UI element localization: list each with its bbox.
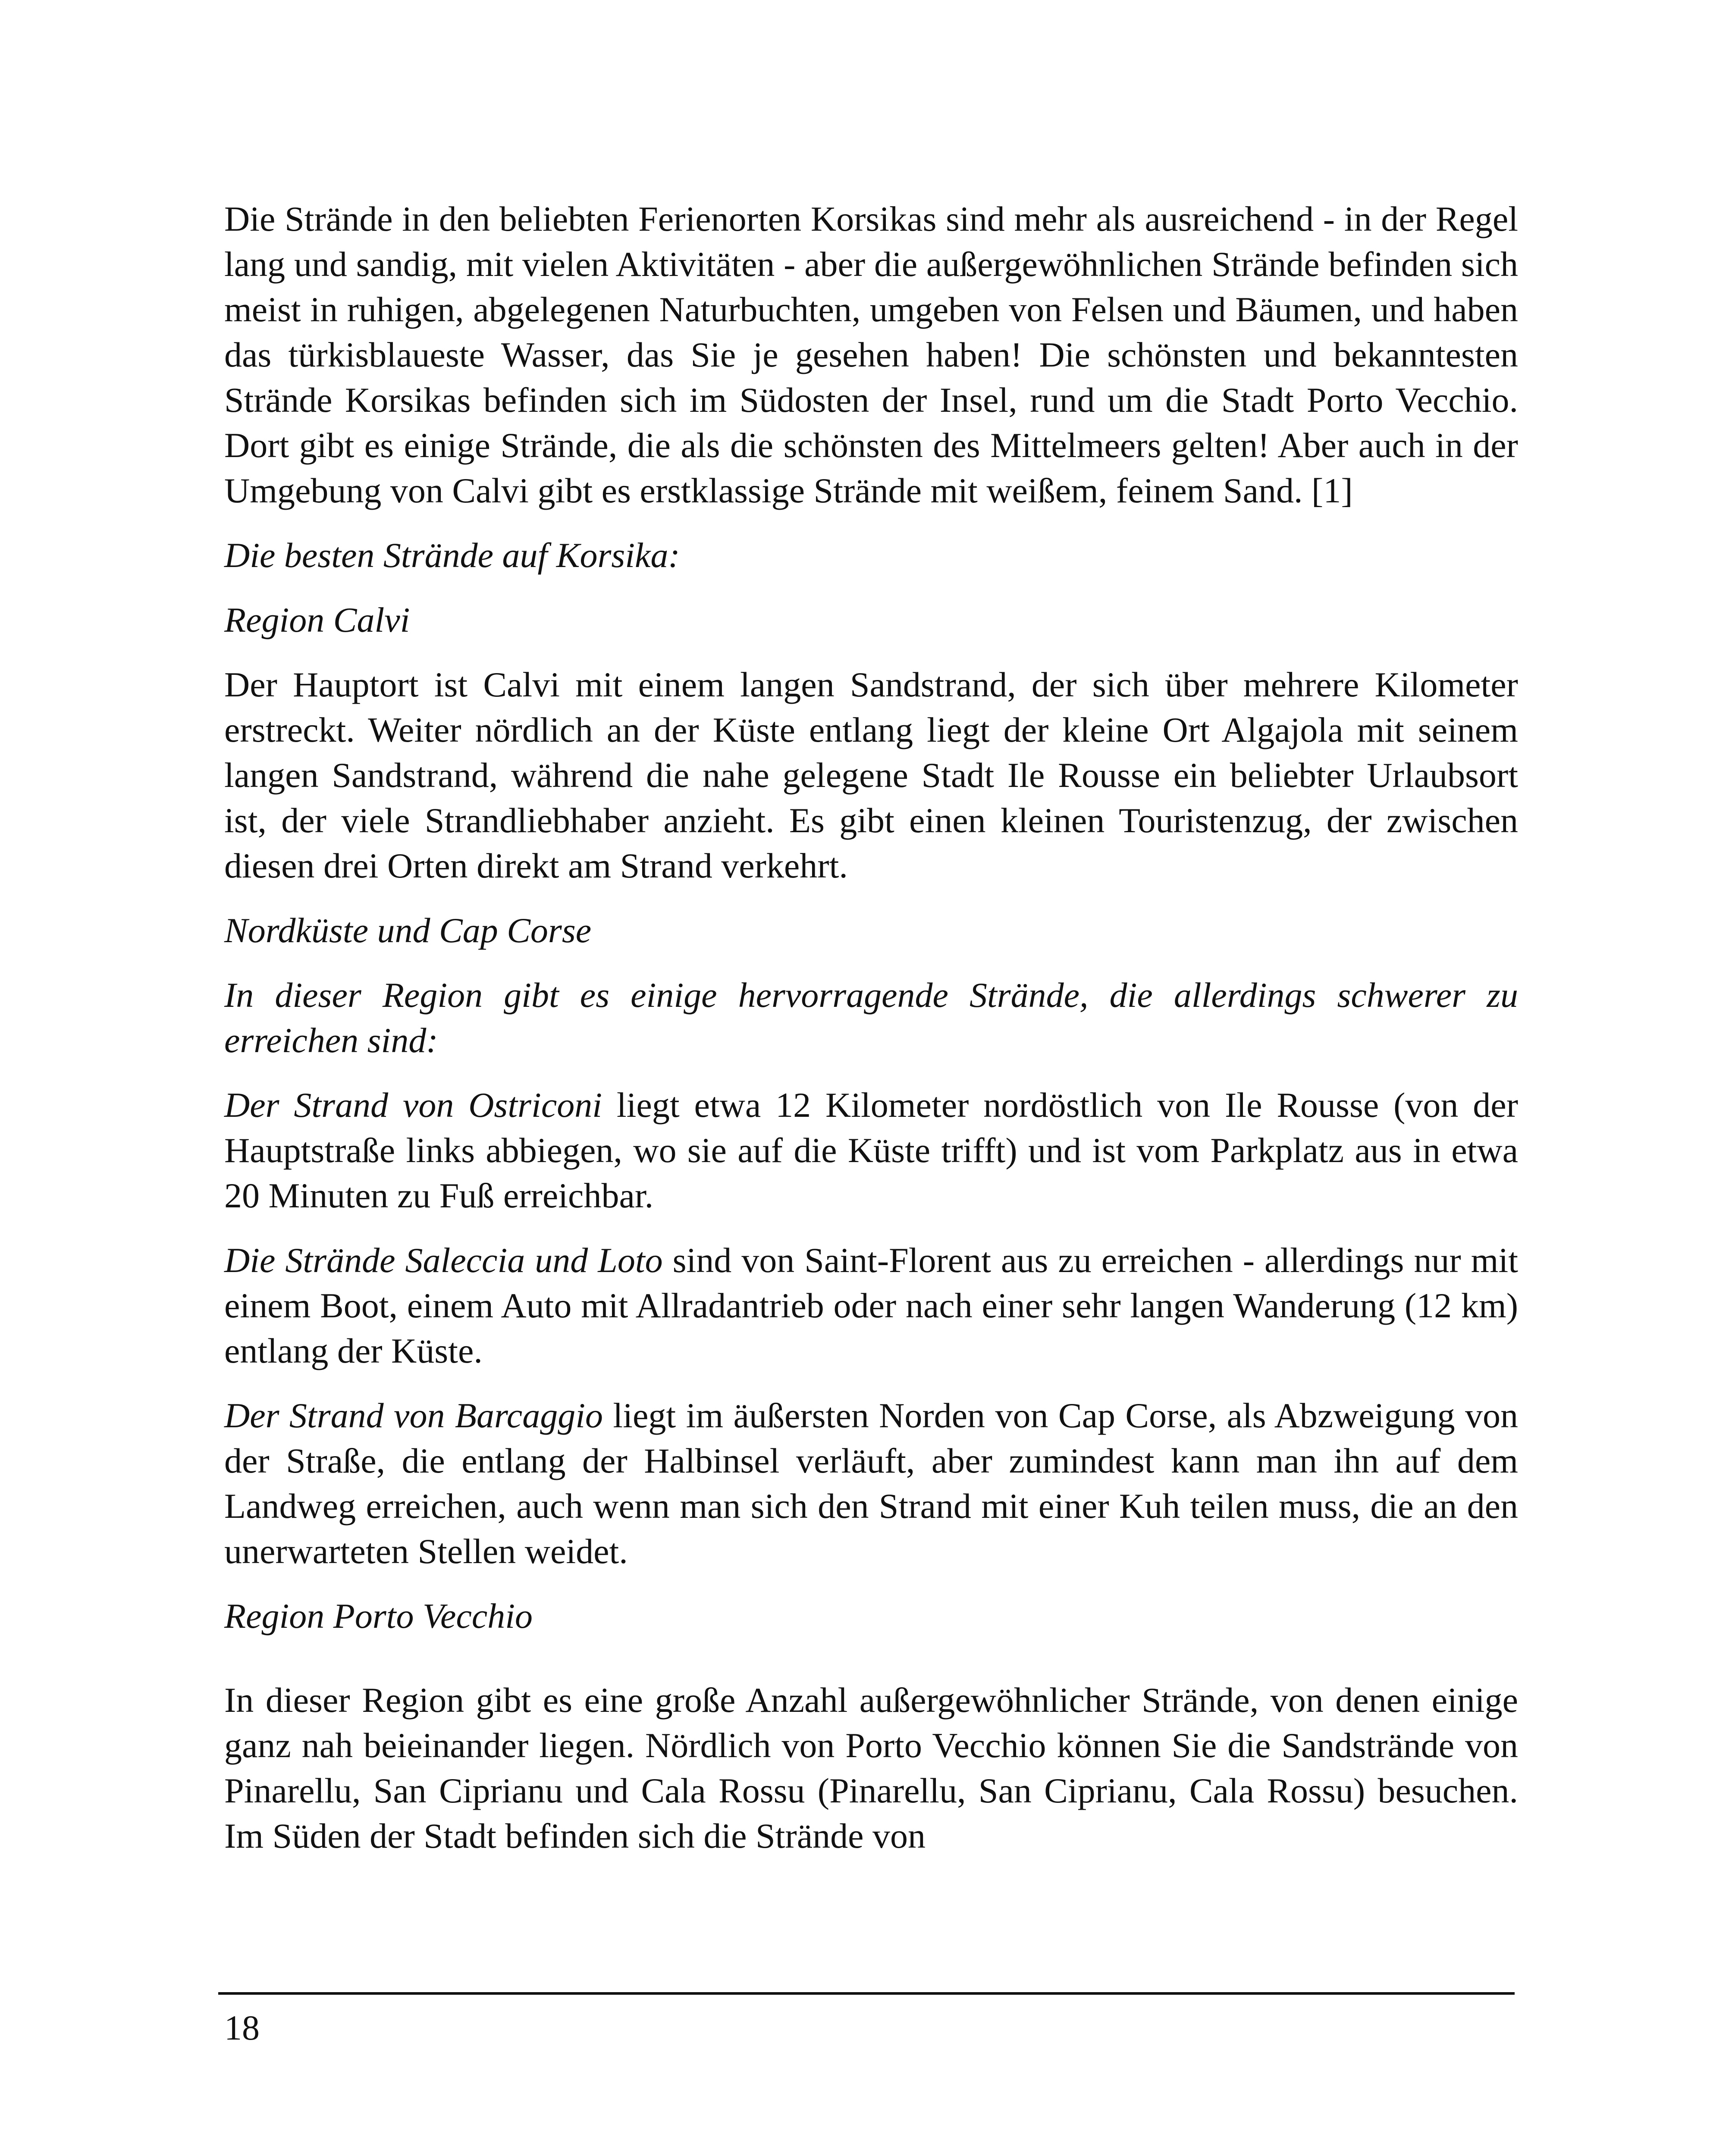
calvi-paragraph: Der Hauptort ist Calvi mit einem langen Sandstrand, der sich über mehrere Kilometer erstreckt. Weiter nördlich an der Küste entlang liegt der kleine Ort Algajola mit seinem langen Sandstrand, während die nahe gelegene Stadt Ile Rousse ein beliebter Urlaubsort ist, der viele Strandliebhaber anzieht. Es gibt einen kleinen Touristenzug, der zwischen diesen drei Orten direkt am Strand verkehrt.	[224, 665, 1518, 885]
ostriconi-lead: Der Strand von Ostriconi	[224, 1085, 602, 1125]
nordkueste-intro: In dieser Region gibt es einige hervorragende Strände, die allerdings schwerer zu erreichen sind:	[224, 975, 1518, 1060]
barcaggio-paragraph	[224, 1393, 1518, 1574]
page-number: 18	[224, 2008, 260, 2047]
saleccia-paragraph	[224, 1238, 1518, 1373]
heading-best-beaches: Die besten Strände auf Korsika:	[224, 536, 680, 575]
porto-vecchio-paragraph: In dieser Region gibt es eine große Anzahl außergewöhnlicher Strände, von denen einige ganz nah beieinander liegen. Nördlich von Porto Vecchio können Sie die Sandstrände von Pinarellu, San Ciprianu und Cala Rossu (Pinarellu, San Ciprianu, Cala Rossu) besuchen. Im Süden der Stadt befinden sich die Strände von	[224, 1680, 1518, 1855]
intro-paragraph: Die Strände in den beliebten Ferienorten Korsikas sind mehr als ausreichend - in der Regel lang und sandig, mit vielen Aktivitäten - aber die außergewöhnlichen Strände befinden sich meist in ruhigen, abgelegenen Naturbuchten, umgeben von Felsen und Bäumen, und haben das türkisblaueste Wasser, das Sie je gesehen haben! Die schönsten und bekanntesten Strände Korsikas befinden sich im Südosten der Insel, rund um die Stadt Porto Vecchio. Dort gibt es einige Strände, die als die schönsten des Mittelmeers gelten! Aber auch in der Umgebung von Calvi gibt es erstklassige Strände mit weißem, feinem Sand. [1]	[224, 199, 1518, 510]
saleccia-lead: Die Strände Saleccia und Loto	[224, 1241, 663, 1280]
body-text	[224, 196, 1518, 1878]
barcaggio-rest: liegt im äußersten Norden von Cap Corse, als Abzweigung von der Straße, die entlang der Halbinsel verläuft, aber zumindest kann man ihn auf dem Landweg erreichen, auch wenn man sich den Strand mit einer Kuh teilen muss, die an den unerwarteten Stellen weidet.	[224, 1396, 1519, 1571]
ostriconi-paragraph	[224, 1082, 1518, 1218]
footer-divider	[218, 1992, 1515, 1995]
heading-region-calvi: Region Calvi	[224, 600, 410, 639]
saleccia-rest: sind von Saint-Florent aus zu erreichen - allerdings nur mit einem Boot, einem Auto mit Allradantrieb oder nach einer sehr langen Wanderung (12 km) entlang der Küste.	[224, 1241, 1518, 1370]
heading-region-porto-vecchio: Region Porto Vecchio	[224, 1596, 533, 1636]
barcaggio-lead: Der Strand von Barcaggio	[224, 1396, 603, 1435]
ostriconi-rest: liegt etwa 12 Kilometer nordöstlich von Ile Rousse (von der Hauptstraße links abbiegen, wo sie auf die Küste trifft) und ist vom Parkplatz aus in etwa 20 Minuten zu Fuß erreichbar.	[224, 1085, 1518, 1215]
heading-nordkueste: Nordküste und Cap Corse	[224, 911, 592, 950]
